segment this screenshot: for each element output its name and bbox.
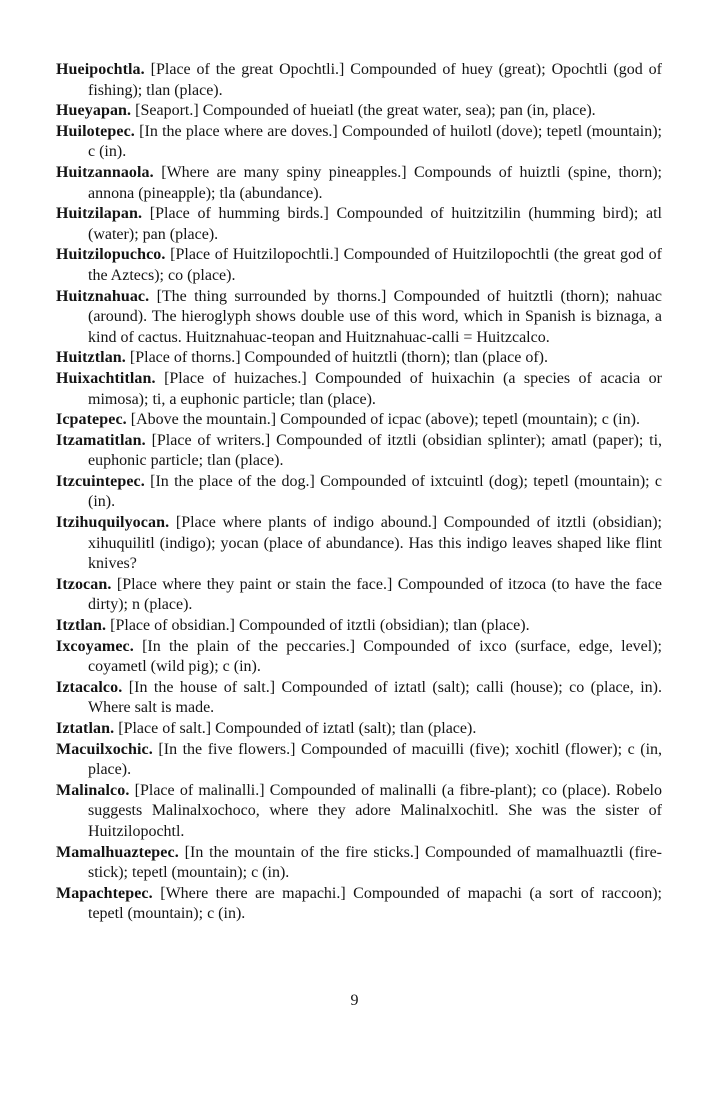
- glossary-entry: [56, 740, 662, 781]
- entry-definition: [Place of salt.] Compounded of iztatl (salt); tlan (place).: [118, 720, 477, 737]
- glossary-entry: [56, 472, 662, 513]
- entry-headword: Hueipochtla.: [56, 61, 145, 78]
- glossary-entry: [56, 431, 662, 472]
- entry-definition: [In the place where are doves.] Compounded of huilotl (dove); tepetl (mountain); c (in).: [88, 122, 662, 161]
- entry-headword: Itzamatitlan.: [56, 431, 146, 449]
- entry-headword: Macuilxochic.: [56, 740, 153, 758]
- entry-headword: Huitztlan.: [56, 349, 126, 367]
- entry-definition: [Place of obsidian.] Compounded of itztli (obsidian); tlan (place).: [110, 617, 530, 635]
- glossary-entry: [56, 348, 662, 369]
- entry-headword: Huitzannaola.: [56, 163, 154, 181]
- glossary-entry: [56, 122, 662, 163]
- glossary-entry: [56, 719, 662, 740]
- entry-definition: [Seaport.] Compounded of hueiatl (the great water, sea); pan (in, place).: [135, 102, 596, 120]
- entry-headword: Malinalco.: [56, 781, 130, 799]
- entry-headword: Ixcoyamec.: [56, 637, 134, 655]
- entry-definition: [In the five flowers.] Compounded of macuilli (five); xochitl (flower); c (in, place).: [88, 740, 663, 779]
- entry-headword: Huitznahuac.: [56, 287, 150, 305]
- entry-definition: [Place of writers.] Compounded of itztli (obsidian splinter); amatl (paper); ti, euphonic particle; tlan (place).: [88, 431, 663, 470]
- entry-definition: [In the house of salt.] Compounded of iztatl (salt); calli (house); co (place, in). Where salt is made.: [88, 678, 662, 717]
- glossary-entry: [56, 163, 662, 204]
- entry-definition: [Place where plants of indigo abound.] Compounded of itztli (obsidian); xihuquilitl (indigo); yocan (place of abundance). Has this indigo leaves shaped like flint knives?: [88, 514, 663, 573]
- entry-headword: Itzcuintepec.: [56, 472, 145, 490]
- glossary-entry: [56, 101, 662, 122]
- entry-headword: Hueyapan.: [56, 102, 132, 120]
- glossary-entry: [56, 616, 662, 637]
- entry-definition: [Place of thorns.] Compounded of huitztli (thorn); tlan (place of).: [129, 349, 548, 367]
- glossary-entry: [56, 678, 662, 719]
- entry-headword: Huitzilapan.: [56, 205, 143, 223]
- entry-headword: Itztlan.: [56, 617, 107, 635]
- glossary-entry: [56, 204, 662, 245]
- entry-definition: [In the mountain of the fire sticks.] Compounded of mamalhuaztli (fire-stick); tepetl (mountain); c (in).: [88, 843, 662, 882]
- glossary-entry: [56, 369, 662, 410]
- entry-headword: Mapachtepec.: [56, 884, 153, 902]
- entry-headword: Itzihuquilyocan.: [56, 514, 170, 532]
- glossary-entry: [56, 245, 662, 286]
- glossary-entry: [56, 287, 662, 349]
- glossary-entry: [56, 513, 662, 575]
- glossary-entry: [56, 884, 662, 925]
- entry-definition: [The thing surrounded by thorns.] Compounded of huitztli (thorn); nahuac (around). The hieroglyph shows double use of this word, which in Spanish is biznaga, a kind of cactus. Huitznahuac-teopan and Huitznahuac-calli = Huitzcalco.: [88, 287, 663, 346]
- entry-definition: [Place of humming birds.] Compounded of huitzitzilin (humming bird); atl (water); pan (place).: [88, 205, 662, 243]
- glossary-entry: [56, 410, 662, 431]
- entry-definition: [In the plain of the peccaries.] Compounded of ixco (surface, edge, level); coyametl (wild pig); c (in).: [88, 637, 662, 676]
- entry-definition: [Place of malinalli.] Compounded of malinalli (a fibre-plant); co (place). Robelo suggests Malinalxochoco, where they adore Malinalxochitl. She was the sister of Huitzilopochtl.: [88, 781, 662, 840]
- entry-definition: [Above the mountain.] Compounded of icpac (above); tepetl (mountain); c (in).: [130, 411, 640, 429]
- entry-definition: [Place of the great Opochtli.] Compounded of huey (great); Opochtli (god of fishing); tlan (place).: [88, 61, 663, 99]
- page-number: 9: [350, 992, 359, 1009]
- entry-headword: Iztacalco.: [56, 678, 123, 696]
- entry-definition: [Where there are mapachi.] Compounded of mapachi (a sort of raccoon); tepetl (mountain); c (in).: [88, 884, 663, 923]
- glossary-entry: [56, 637, 662, 678]
- glossary-entries: [56, 60, 662, 925]
- glossary-entry: [56, 575, 662, 616]
- glossary-entry: [56, 60, 662, 101]
- entry-headword: Mamalhuaztepec.: [56, 843, 179, 861]
- entry-definition: [Where are many spiny pineapples.] Compounds of huiztli (spine, thorn); annona (pineapple); tla (abundance).: [88, 163, 663, 202]
- entry-definition: [Place of huizaches.] Compounded of huixachin (a species of acacia or mimosa); ti, a euphonic particle; tlan (place).: [88, 369, 663, 408]
- glossary-entry: [56, 781, 662, 843]
- entry-definition: [In the place of the dog.] Compounded of ixtcuintl (dog); tepetl (mountain); c (in).: [88, 472, 663, 511]
- entry-headword: Huixachtitlan.: [56, 369, 156, 387]
- entry-definition: [Place of Huitzilopochtli.] Compounded of Huitzilopochtli (the great god of the Aztecs); co (place).: [88, 246, 663, 284]
- entry-headword: Huilotepec.: [56, 122, 135, 140]
- entry-headword: Huitzilopuchco.: [56, 246, 166, 264]
- entry-headword: Iztatlan.: [56, 720, 115, 737]
- entry-definition: [Place where they paint or stain the face.] Compounded of itzoca (to have the face dirty); n (place).: [88, 575, 663, 614]
- entry-headword: Icpatepec.: [56, 411, 127, 429]
- entry-headword: Itzocan.: [56, 575, 112, 593]
- glossary-entry: [56, 843, 662, 884]
